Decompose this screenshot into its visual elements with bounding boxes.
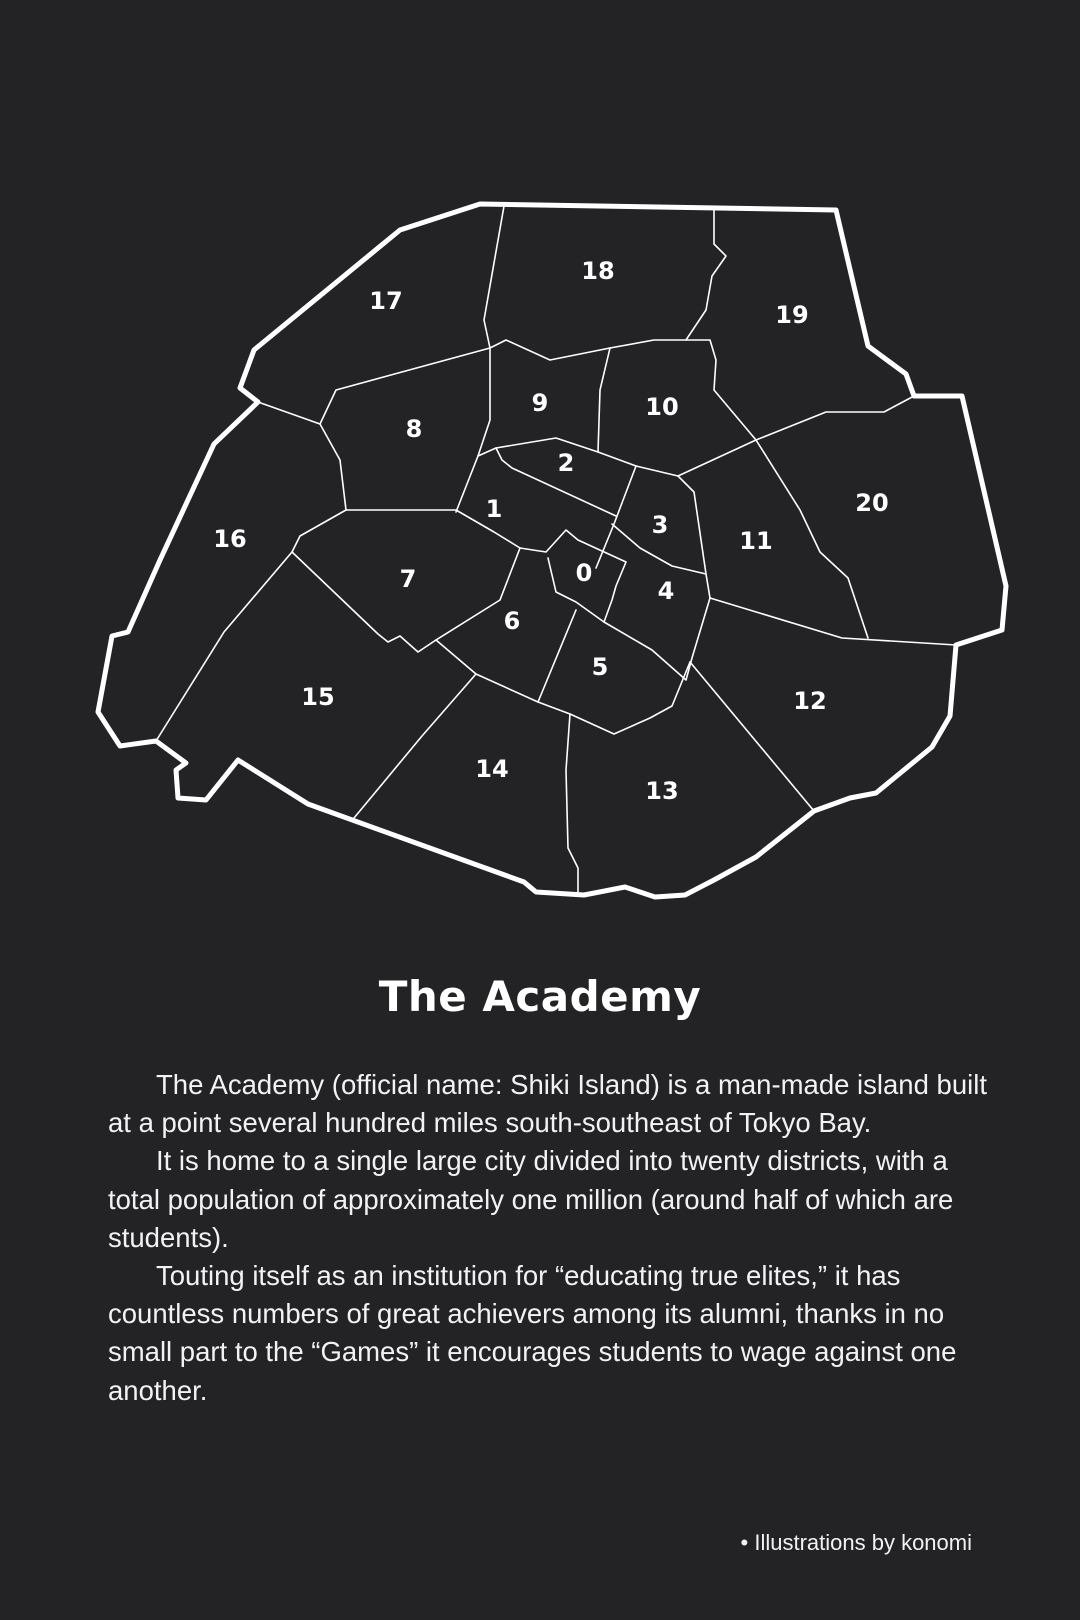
district-label-0: 0 [575, 559, 593, 587]
paragraph-games: Touting itself as an institution for “educating true elites,” it has countless numbers of great achievers among its alumni, thanks in no small part to the “Games” it encourages students to wage against one another. [108, 1260, 957, 1406]
district-label-2: 2 [557, 449, 575, 477]
description [108, 1066, 988, 1410]
district-label-14: 14 [475, 755, 509, 783]
district-label-17: 17 [369, 287, 403, 315]
illustration-credit: • Illustrations by konomi [740, 1530, 972, 1555]
district-label-4: 4 [657, 577, 675, 605]
paragraph-intro: The Academy (official name: Shiki Island) is a man-made island built at a point several hundred miles south-southeast of Tokyo Bay. [108, 1069, 987, 1139]
district-label-20: 20 [855, 489, 889, 517]
district-borders [156, 206, 956, 892]
district-label-11: 11 [739, 527, 773, 555]
district-label-9: 9 [531, 389, 549, 417]
district-label-15: 15 [301, 683, 335, 711]
district-label-18: 18 [581, 257, 615, 285]
district-labels [213, 257, 888, 805]
district-label-16: 16 [213, 525, 247, 553]
page-title: The Academy [378, 972, 702, 1021]
district-label-10: 10 [645, 393, 679, 421]
district-label-8: 8 [405, 415, 423, 443]
district-label-1: 1 [485, 495, 503, 523]
district-label-19: 19 [775, 301, 809, 329]
district-label-3: 3 [651, 511, 669, 539]
paragraph-population: It is home to a single large city divided into twenty districts, with a total population of approximately one million (around half of which are students). [108, 1145, 954, 1253]
district-label-7: 7 [399, 565, 417, 593]
district-label-6: 6 [503, 607, 521, 635]
district-label-13: 13 [645, 777, 679, 805]
district-label-5: 5 [591, 653, 609, 681]
district-label-12: 12 [793, 687, 827, 715]
